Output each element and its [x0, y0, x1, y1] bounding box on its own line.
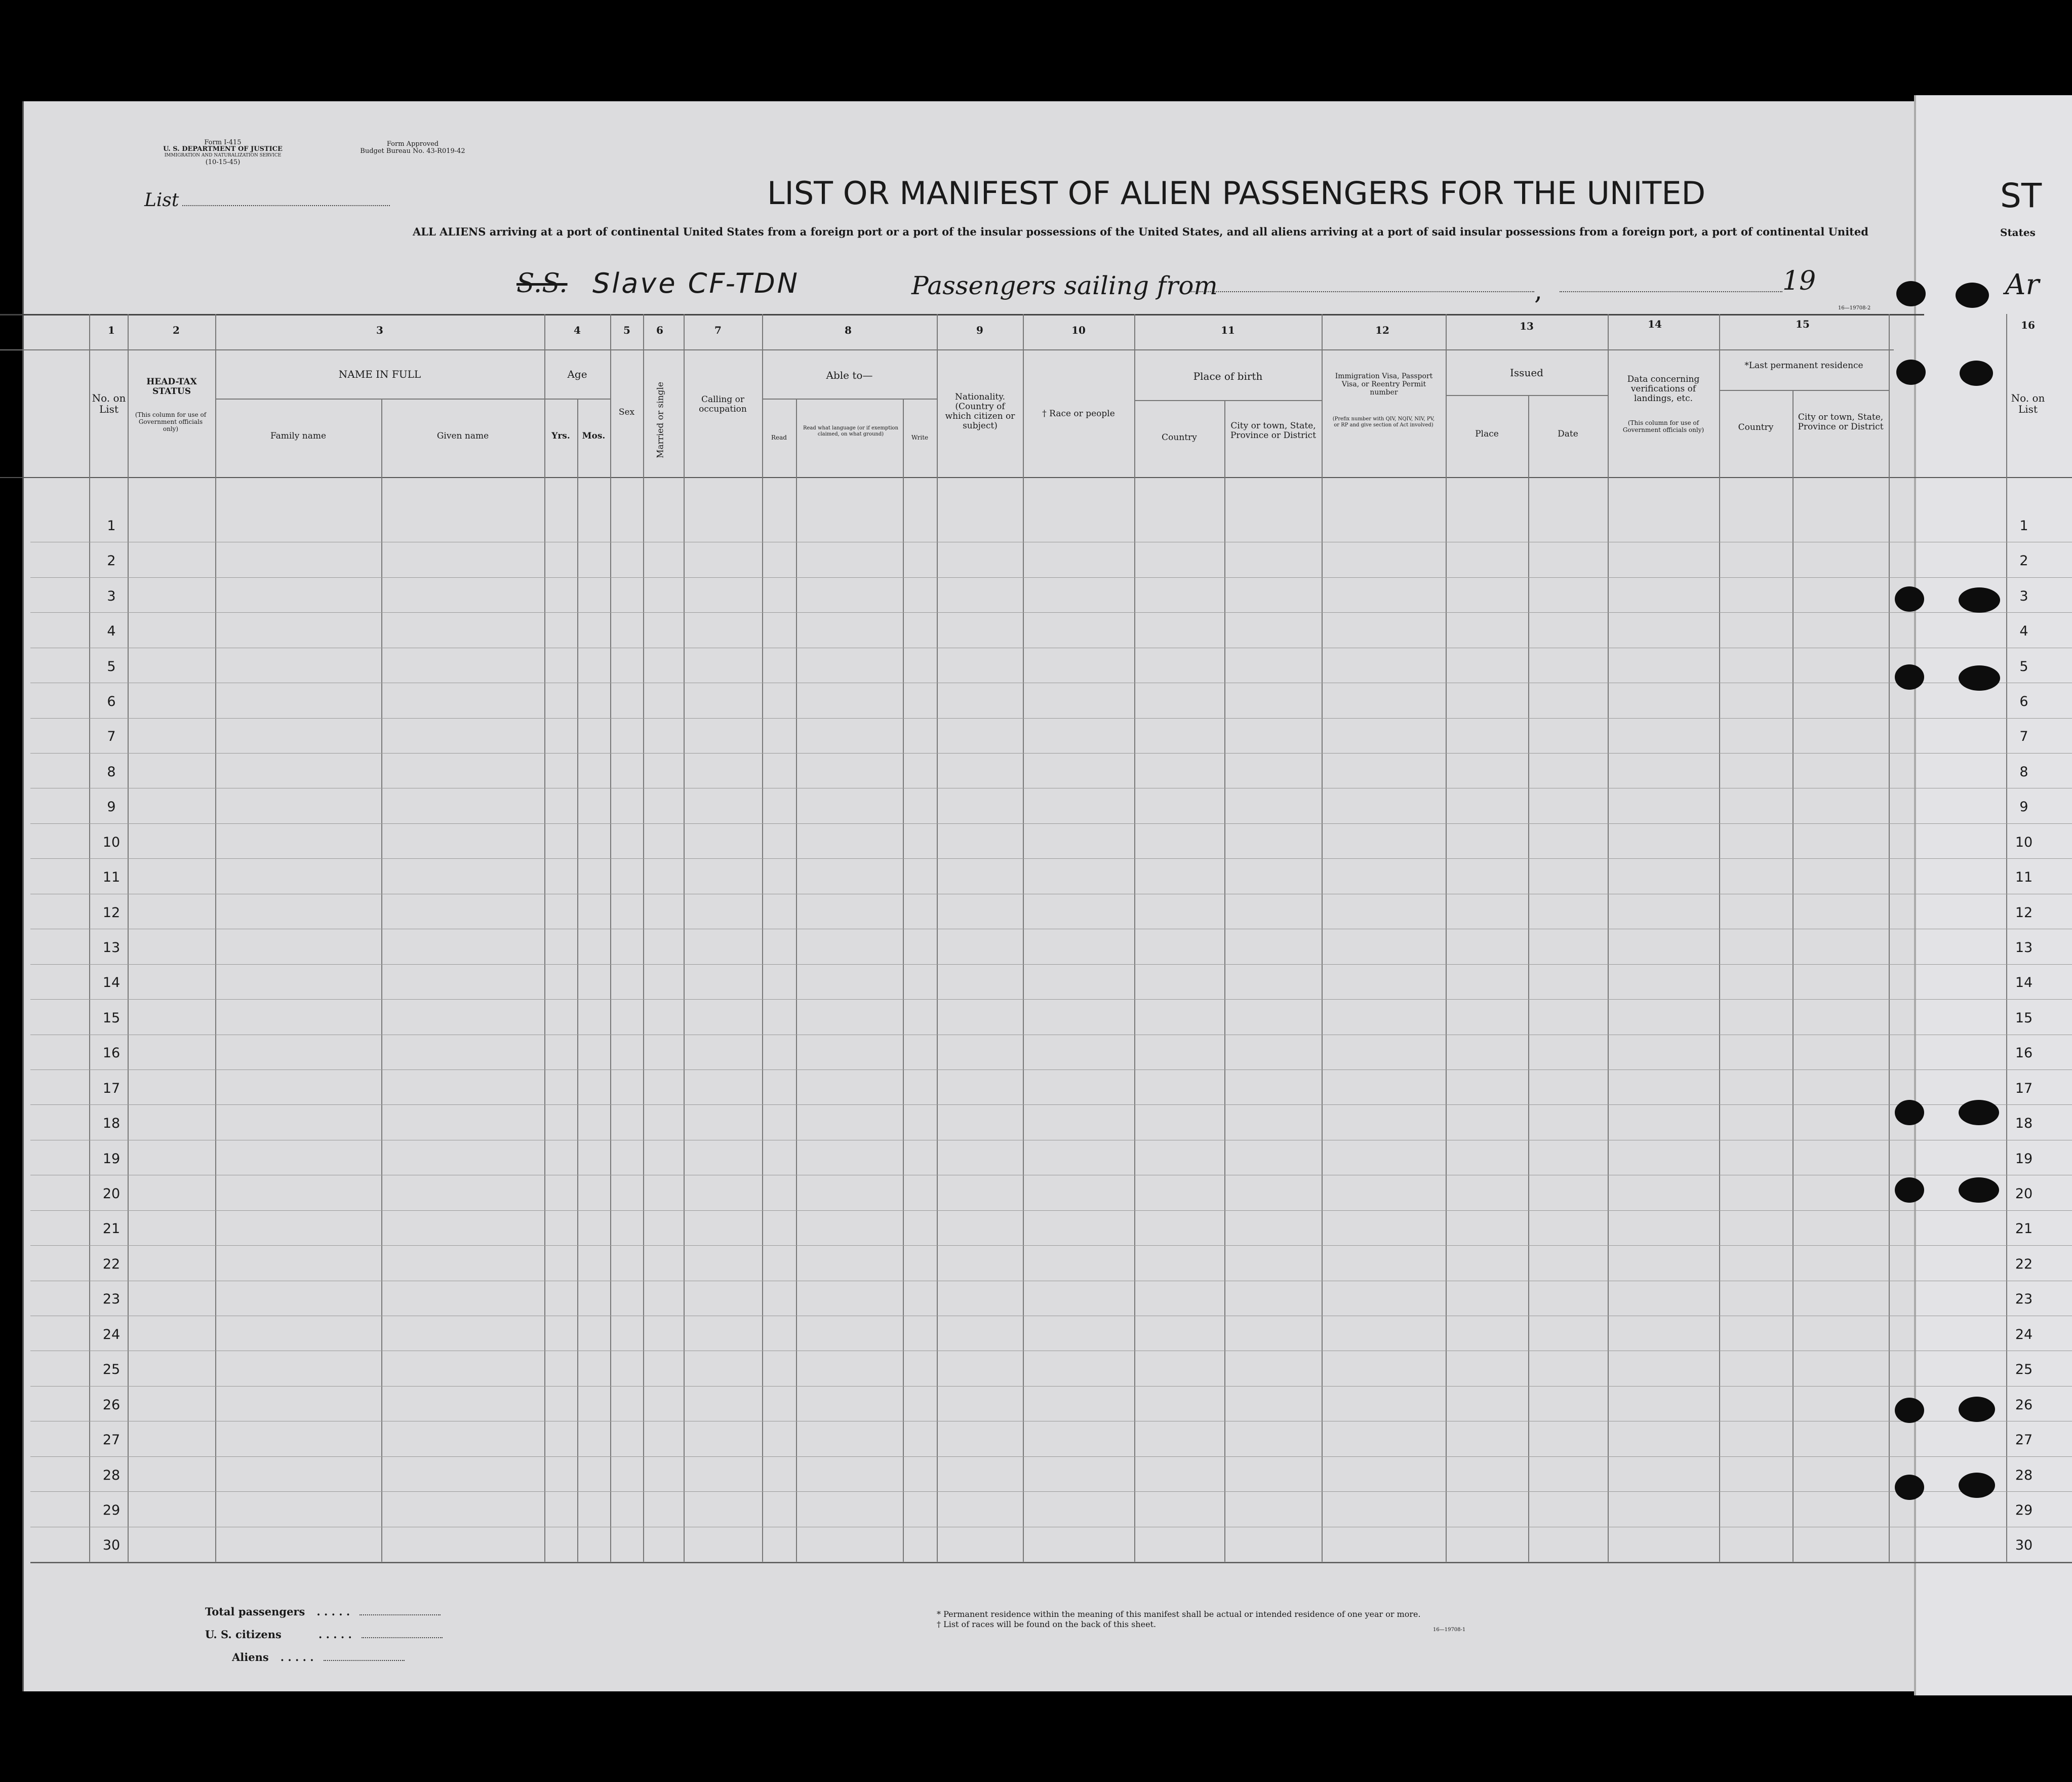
footnote-races: † List of races will be found on the back of this sheet.	[937, 1619, 1157, 1629]
residence-sub-rule	[1719, 390, 1889, 391]
total-passengers-field[interactable]	[360, 1614, 441, 1615]
row-number-right: 28	[2015, 1467, 2033, 1483]
row-number-right: 13	[2015, 940, 2033, 956]
col-num-4: 4	[574, 324, 581, 336]
row-rule	[30, 612, 2072, 613]
row-rule	[30, 753, 2072, 754]
punch-hole	[1896, 281, 1926, 306]
row-number-right: 6	[2019, 693, 2028, 709]
punch-hole	[1895, 1100, 1924, 1125]
col-num-11: 11	[1221, 324, 1235, 336]
row-number-right: 7	[2019, 729, 2028, 745]
row-rule	[30, 1491, 2072, 1492]
date-field[interactable]	[1560, 291, 1782, 292]
given-name-header: Given name	[436, 431, 489, 441]
table-bottom-rule	[30, 1562, 2072, 1563]
col16-header: No. on List	[2011, 392, 2045, 415]
col5-header: Sex	[618, 407, 635, 417]
row-rule	[30, 1456, 2072, 1457]
aliens-label: Aliens	[232, 1651, 269, 1664]
punch-hole	[1895, 1398, 1924, 1423]
row-number: 28	[102, 1467, 121, 1483]
row-number-right: 22	[2015, 1256, 2033, 1272]
service: IMMIGRATION AND NATURALIZATION SERVICE	[164, 153, 282, 158]
punch-hole	[1956, 283, 1989, 308]
row-rule	[30, 1104, 2072, 1105]
row-number: 18	[102, 1116, 121, 1132]
sailing-label: Passengers sailing from	[911, 271, 1218, 300]
row-number-right: 23	[2015, 1291, 2033, 1308]
form-date: (10-15-45)	[205, 159, 241, 166]
punch-hole	[1895, 1177, 1924, 1203]
budget-number: Budget Bureau No. 43-R019-42	[360, 147, 465, 155]
table-top-rule	[0, 314, 1924, 315]
col-line	[1322, 314, 1323, 1562]
col-line	[215, 314, 216, 1562]
write-header: Write	[911, 434, 929, 441]
total-passengers-label: Total passengers	[205, 1605, 305, 1618]
budget-info	[339, 141, 486, 155]
issued-sub-rule	[1446, 395, 1608, 396]
col-line	[89, 314, 90, 1562]
punch-hole	[1896, 360, 1926, 385]
col-line	[684, 314, 685, 1562]
row-number: 4	[107, 623, 116, 640]
manifest-sheet	[22, 101, 2068, 1691]
footer-totals	[205, 1605, 443, 1674]
col-line	[1719, 314, 1720, 1562]
issued-date-header: Date	[1558, 429, 1578, 439]
form-approved: Form Approved	[386, 140, 439, 148]
row-number: 15	[102, 1010, 121, 1026]
row-number-right: 2	[2019, 553, 2028, 569]
form-number: Form I-415	[204, 139, 242, 146]
col-num-1: 1	[108, 324, 115, 336]
col-num-9: 9	[976, 324, 983, 336]
punch-hole	[1895, 1475, 1924, 1500]
row-number-right: 18	[2015, 1116, 2033, 1132]
footer-code: 16—19708-1	[1433, 1627, 1466, 1633]
row-number: 13	[102, 940, 121, 956]
list-label: List	[144, 190, 179, 211]
birth-city-header: City or town, State, Province or District	[1230, 421, 1317, 441]
row-number: 10	[102, 834, 121, 850]
years-header: Yrs.	[551, 431, 570, 441]
col-num-15: 15	[1796, 318, 1810, 330]
column-number-rule	[0, 349, 1894, 350]
row-number-right: 11	[2015, 869, 2033, 886]
col-line	[1889, 314, 1890, 1562]
row-number: 23	[102, 1291, 121, 1308]
next-page-subtitle: States	[2000, 226, 2036, 239]
page-subtitle: ALL ALIENS arriving at a port of continental United States from a foreign port or a port of the insular possessions of the United States, and all aliens arriving at a port of said insular possessions from a foreign port, a port of continental United	[413, 225, 1868, 238]
col6-header: Married or single	[655, 382, 666, 458]
dots: . . . . .	[318, 1628, 352, 1641]
months-header: Mos.	[582, 431, 606, 441]
col-line	[1134, 314, 1135, 1562]
row-number: 1	[107, 518, 116, 534]
col7-header: Calling or occupation	[699, 394, 747, 414]
col-line	[1446, 314, 1447, 1562]
department: U. S. DEPARTMENT OF JUSTICE	[163, 145, 283, 153]
col-num-16: 16	[2021, 319, 2035, 331]
row-number: 20	[102, 1186, 121, 1202]
col-num-2: 2	[173, 324, 180, 336]
year-prefix: 19	[1782, 266, 1816, 296]
col-line	[762, 314, 763, 1562]
row-number-right: 16	[2015, 1045, 2033, 1061]
row-number-right: 21	[2015, 1221, 2033, 1237]
col-num-13: 13	[1520, 320, 1534, 332]
row-number: 5	[107, 658, 116, 675]
row-number: 3	[107, 588, 116, 604]
col-line	[577, 399, 578, 1562]
row-rule	[30, 577, 2072, 578]
birth-sub-rule	[1134, 400, 1322, 401]
col9-header: Nationality. (Country of which citizen or subject)	[945, 392, 1015, 431]
row-number: 17	[102, 1080, 121, 1096]
row-number: 30	[102, 1537, 121, 1554]
row-number-right: 20	[2015, 1186, 2033, 1202]
col-line	[1528, 395, 1529, 1562]
col-num-12: 12	[1375, 324, 1389, 336]
col-num-3: 3	[376, 324, 383, 336]
row-number: 26	[102, 1397, 121, 1413]
row-number-right: 25	[2015, 1362, 2033, 1378]
col12-note: (Prefix number with QIV, NQIV, NIV, PV, or RP and give section of Act involved)	[1332, 416, 1435, 428]
col11-header: Place of birth	[1193, 370, 1263, 382]
punch-hole	[1959, 1100, 1999, 1125]
row-number: 7	[107, 729, 116, 745]
row-number: 9	[107, 799, 116, 815]
col2-note: (This column for use of Government officials only)	[135, 411, 207, 432]
row-number-right: 27	[2015, 1432, 2033, 1448]
col-line	[1023, 314, 1024, 1562]
ship-name[interactable]: Slave CF-TDN	[592, 267, 800, 299]
punch-hole	[1959, 587, 2000, 613]
col1-header: No. on List	[92, 392, 126, 415]
col-num-10: 10	[1071, 324, 1086, 336]
able-sub-rule	[762, 399, 937, 400]
row-number-right: 29	[2015, 1502, 2033, 1518]
dots: . . . . .	[316, 1605, 350, 1618]
row-rule	[30, 718, 2072, 719]
row-number: 14	[102, 975, 121, 991]
us-citizens-label: U. S. citizens	[205, 1628, 282, 1641]
row-number-right: 17	[2015, 1080, 2033, 1096]
col2-header: HEAD-TAX STATUS	[146, 377, 197, 397]
row-number: 8	[107, 764, 116, 780]
col-line	[643, 314, 644, 1562]
row-rule	[30, 858, 2072, 859]
footnote-residence: * Permanent residence within the meaning of this manifest shall be actual or intended residence of one year or more.	[937, 1609, 1421, 1619]
us-citizens-field[interactable]	[362, 1637, 443, 1638]
row-number: 6	[107, 693, 116, 709]
col-num-14: 14	[1648, 318, 1662, 330]
col-line	[610, 314, 611, 1562]
row-number: 22	[102, 1256, 121, 1272]
comma: ,	[1534, 276, 1542, 305]
col4-header: Age	[567, 368, 587, 380]
col-line	[381, 399, 382, 1562]
aliens-field[interactable]	[324, 1660, 405, 1661]
residence-city-header: City or town, State, Province or District	[1798, 412, 1884, 432]
row-number: 11	[102, 869, 121, 886]
punch-hole	[1895, 664, 1924, 690]
row-number-right: 12	[2015, 904, 2033, 921]
row-number-right: 10	[2015, 834, 2033, 850]
col14-header: Data concerning verifications of landings, etc.	[1627, 374, 1700, 404]
row-rule	[30, 1386, 2072, 1387]
row-number: 27	[102, 1432, 121, 1448]
col8-header: Able to—	[826, 369, 873, 381]
col14-note: (This column for use of Government officials only)	[1622, 419, 1704, 433]
row-number-right: 1	[2019, 518, 2028, 534]
row-number: 2	[107, 553, 116, 569]
col-num-6: 6	[656, 324, 663, 336]
row-number-right: 8	[2019, 764, 2028, 780]
col3-header: NAME IN FULL	[338, 368, 421, 380]
row-rule	[30, 964, 2072, 965]
col15-header: *Last permanent residence	[1744, 361, 1863, 371]
row-number: 25	[102, 1362, 121, 1378]
row-number-right: 15	[2015, 1010, 2033, 1026]
next-page-arrival: Ar	[2005, 268, 2040, 301]
list-field[interactable]	[182, 205, 390, 206]
row-number: 16	[102, 1045, 121, 1061]
row-number-right: 24	[2015, 1326, 2033, 1342]
col-line	[796, 399, 797, 1562]
next-page-edge	[1914, 95, 2072, 1695]
row-number-right: 3	[2019, 588, 2028, 604]
row-number-right: 30	[2015, 1537, 2033, 1554]
row-number-right: 5	[2019, 658, 2028, 675]
read-header: Read	[771, 434, 787, 441]
residence-country-header: Country	[1738, 422, 1774, 432]
punch-hole	[1895, 586, 1924, 612]
form-info	[142, 139, 304, 166]
page-title: LIST OR MANIFEST OF ALIEN PASSENGERS FOR THE UNITED	[767, 175, 1706, 212]
issued-place-header: Place	[1475, 429, 1499, 439]
punch-hole	[1959, 1397, 1995, 1422]
col-num-7: 7	[714, 324, 722, 336]
row-number-right: 19	[2015, 1151, 2033, 1167]
dots: . . . . .	[280, 1651, 314, 1664]
row-number: 21	[102, 1221, 121, 1237]
col13-header: Issued	[1510, 367, 1543, 379]
header-bottom-rule	[0, 477, 2072, 478]
next-page-title: ST	[2000, 176, 2042, 215]
col-num-8: 8	[845, 324, 852, 336]
punch-hole	[1959, 1177, 1999, 1203]
family-name-header: Family name	[270, 431, 327, 441]
row-rule	[30, 823, 2072, 824]
punch-hole	[1959, 665, 2000, 691]
row-number: 24	[102, 1326, 121, 1342]
col-line	[903, 399, 904, 1562]
row-rule	[30, 1210, 2072, 1211]
col12-header: Immigration Visa, Passport Visa, or Reentry Permit number	[1335, 372, 1433, 397]
col10-header: † Race or people	[1042, 409, 1115, 419]
col-line	[544, 314, 545, 1562]
punch-hole	[1960, 361, 1993, 386]
col-line	[1608, 314, 1609, 1562]
col-line	[1224, 400, 1225, 1562]
print-code: 16—19708-2	[1838, 305, 1871, 311]
birth-country-header: Country	[1162, 432, 1197, 443]
row-number-right: 4	[2019, 623, 2028, 640]
row-number-right: 26	[2015, 1397, 2033, 1413]
row-rule	[30, 1245, 2072, 1246]
col-line	[937, 314, 938, 1562]
row-number-right: 9	[2019, 799, 2028, 815]
row-rule	[30, 999, 2072, 1000]
punch-hole	[1959, 1473, 1995, 1498]
language-header: Read what language (or if exemption claimed, on what ground)	[803, 425, 899, 437]
ship-prefix: S.S.	[516, 268, 568, 299]
row-number-right: 14	[2015, 975, 2033, 991]
row-number: 29	[102, 1502, 121, 1518]
row-number: 19	[102, 1151, 121, 1167]
col-num-5: 5	[623, 324, 630, 336]
name-sub-rule	[215, 399, 544, 400]
sailing-from-field[interactable]	[1190, 291, 1534, 292]
row-number: 12	[102, 904, 121, 921]
